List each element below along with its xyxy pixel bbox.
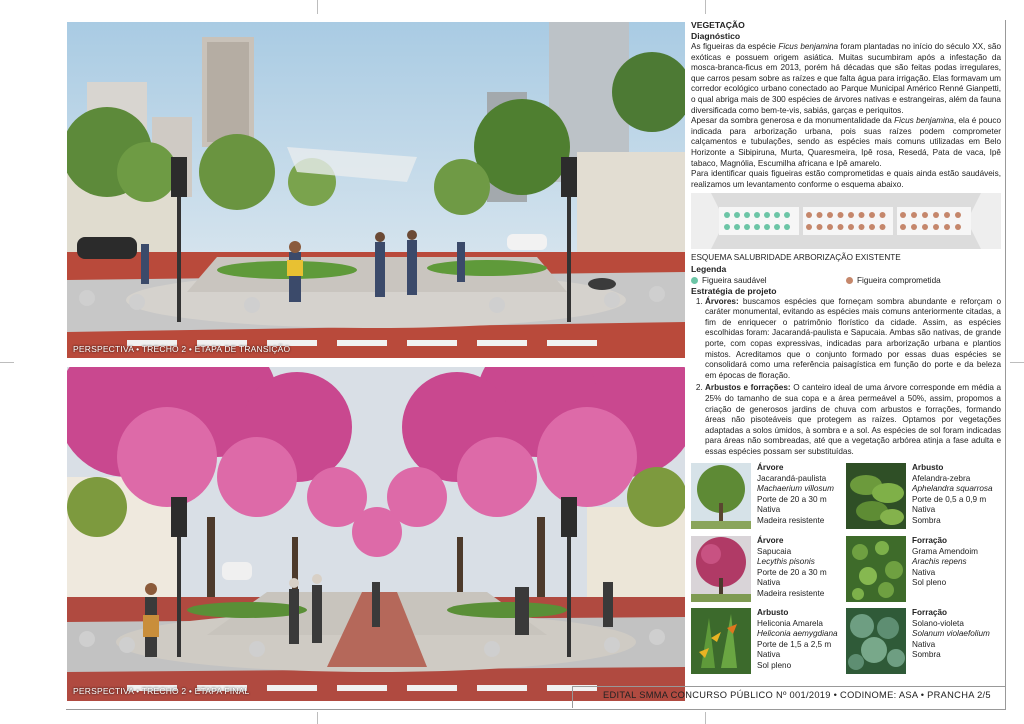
diagnostic-paragraph-1 (691, 42, 1001, 116)
tree-dot (922, 224, 928, 230)
bottom-render-caption: PERSPECTIVA • TRECHO 2 • ETAPA FINAL (73, 686, 250, 696)
tree-dot (933, 224, 939, 230)
strategy-item-heading: Arbustos e forrações: (705, 383, 791, 393)
species-attribute: Nativa (912, 567, 936, 577)
tree-dot (838, 224, 844, 230)
tree-dot (848, 212, 854, 218)
diagnostic-subtitle: Diagnóstico (691, 31, 741, 41)
strategy-item-heading: Árvores: (705, 296, 739, 306)
diagram-title: ESQUEMA SALUBRIDADE ARBORIZAÇÃO EXISTENTE (691, 253, 901, 262)
tree-dot (724, 224, 730, 230)
tree-dot (922, 212, 928, 218)
legend-healthy (691, 275, 767, 286)
tree-dot (955, 224, 961, 230)
species-attribute: Sombra (912, 650, 941, 660)
tree-dot (764, 212, 770, 218)
strategy-title: Estratégia de projeto (691, 285, 777, 296)
species-category: Árvore (757, 536, 784, 545)
perspective-final-render (67, 367, 685, 701)
tree-dot (734, 212, 740, 218)
species-photo-heliconia (691, 608, 751, 674)
vegetation-section (691, 20, 1001, 190)
crop-mark (705, 712, 706, 724)
species-attribute: Sol pleno (757, 660, 792, 670)
species-common-name: Heliconia Amarela (757, 618, 823, 628)
species-scientific-name: Heliconia aemygdiana (757, 629, 838, 639)
legend-section (691, 253, 1001, 460)
species-common-name: Sapucaia (757, 546, 792, 556)
tree-dot (911, 224, 917, 230)
strategy-list (691, 297, 1001, 458)
species-info-4 (912, 536, 1001, 589)
diagnostic-text (691, 42, 1001, 190)
tree-dot (859, 212, 865, 218)
tree-dot (900, 224, 906, 230)
crop-mark (317, 712, 318, 724)
species-photo-afelandra (846, 463, 906, 529)
species-photo-solano-violeta (846, 608, 906, 674)
species-attribute: Porte de 0,5 a 0,9 m (912, 494, 987, 504)
species-attribute: Nativa (757, 505, 781, 515)
strategy-item-shrubs (705, 383, 1001, 457)
species-category: Forração (912, 536, 948, 545)
tree-dot (827, 224, 833, 230)
species-attribute: Porte de 20 a 30 m (757, 494, 827, 504)
section-title: VEGETAÇÃO (691, 20, 745, 30)
tree-dot (754, 212, 760, 218)
species-scientific-name: Aphelandra squarrosa (912, 484, 993, 494)
species-attribute: Sombra (912, 515, 941, 525)
legend-compromised-label: Figueira comprometida (857, 275, 941, 285)
species-attribute: Nativa (912, 639, 936, 649)
species-name-italic: Ficus benjamina (894, 116, 954, 126)
perspective-transition-render (67, 22, 685, 358)
species-attribute: Madeira resistente (757, 515, 825, 525)
species-attribute: Nativa (757, 650, 781, 660)
text-run: Apesar da sombra generosa e da monumentalidade da (691, 116, 895, 126)
tree-dot (817, 224, 823, 230)
species-common-name: Jacarandá-paulista (757, 473, 827, 483)
species-attribute: Porte de 1,5 a 2,5 m (757, 639, 832, 649)
legend-title: Legenda (691, 263, 727, 274)
tree-dot (911, 212, 917, 218)
strategy-item-trees (705, 297, 1001, 382)
diagnostic-paragraph-2 (691, 116, 1001, 169)
species-attribute: Sol pleno (912, 578, 947, 588)
species-attribute: Madeira resistente (757, 588, 825, 598)
tree-dot (944, 212, 950, 218)
tree-dot (869, 212, 875, 218)
species-category: Árvore (757, 463, 784, 472)
species-common-name: Grama Amendoim (912, 546, 978, 556)
species-info-3 (757, 536, 843, 600)
species-photo-sapucaia (691, 536, 751, 602)
species-photo-grama-amendoim (846, 536, 906, 602)
tree-dot (900, 212, 906, 218)
footer-text: EDITAL SMMA CONCURSO PÚBLICO Nº 001/2019 • CODINOME: ASA • PRANCHA 2/5 (603, 690, 991, 700)
tree-dot (848, 224, 854, 230)
species-attribute: Nativa (912, 505, 936, 515)
strategy-item-text: O canteiro ideal de uma árvore corresponde em média a 25% do tamanho de sua copa e a área permeável a 50%, assim, propomos a criação de generosos jardins de chuva com arbustos e forrações, formando áreas não pisoteáveis que protegem as raízes. Optamos por vegetações adaptadas a solos úmidos, à sombra e a sol. As espécies de sol foram indicadas para áreas não sombreadas, até que a vegetação arbórea atinja a fase adulta e essas espécies possam ser substituídas. (705, 383, 1001, 456)
species-scientific-name: Arachis repens (912, 557, 967, 567)
tree-dot (744, 212, 750, 218)
species-attribute: Porte de 20 a 30 m (757, 567, 827, 577)
tree-dot (754, 224, 760, 230)
tree-dot (784, 212, 790, 218)
species-scientific-name: Machaerium villosum (757, 484, 834, 494)
species-info-2 (912, 463, 1001, 527)
crop-mark (1010, 362, 1024, 363)
species-photo-jacaranda (691, 463, 751, 529)
tree-dot (744, 224, 750, 230)
legend-row (691, 275, 1001, 286)
crop-mark (705, 0, 706, 14)
species-info-6 (912, 608, 1001, 661)
text-run: foram plantadas no início do século XX, são exóticas e possuem origem asiática. Muitas sucumbiram após a infestação da mosca-branca-ficus em 2013, porém há décadas que são feitas podas irregulares, que carros pesam sobre as raízes e que falta água para irrigação. Elas formavam um corredor ecológico urbano conectado ao Parque Municipal Américo Renné Gianpetti, o qual abriga mais de 300 espécies de árvores nativas e estrangeiras, além da fauna diversificada como bem-te-vis, sabiás, garças e periquitos. (691, 42, 1002, 115)
species-scientific-name: Lecythis pisonis (757, 557, 815, 567)
strategy-item-text: buscamos espécies que forneçam sombra abundante e reforçam o caráter monumental, evitando as espécies mais comuns anteriormente citadas, a fim de enriquecer o patrimônio florístico da cidade. Assim, as espécies escolhidas foram: Jacarandá-paulista e Sapucaia. Ambas são nativas, de grande porte, com copas expressivas, indicadas para arborização urbana e plantios mistos. Acreditamos que o conjunto formado por essas duas espécies se consolidará como uma referência paisagística em função do porte e da beleza em épocas de floração. (705, 296, 1001, 380)
tree-dot (764, 224, 770, 230)
text-run: As figueiras da espécie (691, 42, 779, 51)
crop-mark (0, 362, 14, 363)
species-info-1 (757, 463, 843, 527)
tree-dot (944, 224, 950, 230)
tree-dot (838, 212, 844, 218)
tree-dot (817, 212, 823, 218)
tree-dot (774, 212, 780, 218)
species-category: Arbusto (757, 608, 789, 617)
diagnostic-paragraph-3: Para identificar quais figueiras estão comprometidas e quais ainda estão saudáveis, realizamos um levantamento conforme o esquema abaixo. (691, 169, 1001, 189)
tree-dot (827, 212, 833, 218)
tree-dot (880, 212, 886, 218)
species-attribute: Nativa (757, 578, 781, 588)
crop-mark (317, 0, 318, 14)
species-grid (691, 463, 1001, 679)
text-run: , ela é pouco indicada para arborização urbana, pois suas raízes podem comprometer calçamentos e tubulações, sendo as espécies mais comuns utilizadas em Belo Horizonte a Sibipiruna, Murta, Quaresmeira, Ipê rosa, Resedá, Pata de vaca, Ipê tabaco, Magnólia, Escumilha africana e Ipê amarelo. (691, 116, 1001, 168)
tree-dot (784, 224, 790, 230)
tree-dot (869, 224, 875, 230)
tree-dot (880, 224, 886, 230)
species-scientific-name: Solanum violaefolium (912, 629, 990, 639)
species-category: Forração (912, 608, 948, 617)
legend-healthy-label: Figueira saudável (702, 275, 767, 285)
species-name-italic: Ficus benjamina (778, 42, 839, 51)
tree-dot (933, 212, 939, 218)
tree-dot (724, 212, 730, 218)
tree-dot (806, 224, 812, 230)
tree-dot (774, 224, 780, 230)
tree-dot (806, 212, 812, 218)
legend-compromised (846, 275, 941, 286)
tree-dot (734, 224, 740, 230)
tree-dot (955, 212, 961, 218)
tree-health-diagram (691, 193, 1001, 249)
healthy-dot-icon (691, 277, 698, 284)
species-category: Arbusto (912, 463, 944, 472)
species-info-5 (757, 608, 843, 672)
species-common-name: Solano-violeta (912, 618, 964, 628)
species-common-name: Afelandra-zebra (912, 473, 971, 483)
compromised-dot-icon (846, 277, 853, 284)
tree-dot (859, 224, 865, 230)
top-render-caption: PERSPECTIVA • TRECHO 2 • ETAPA DE TRANSIÇÃO (73, 344, 291, 354)
